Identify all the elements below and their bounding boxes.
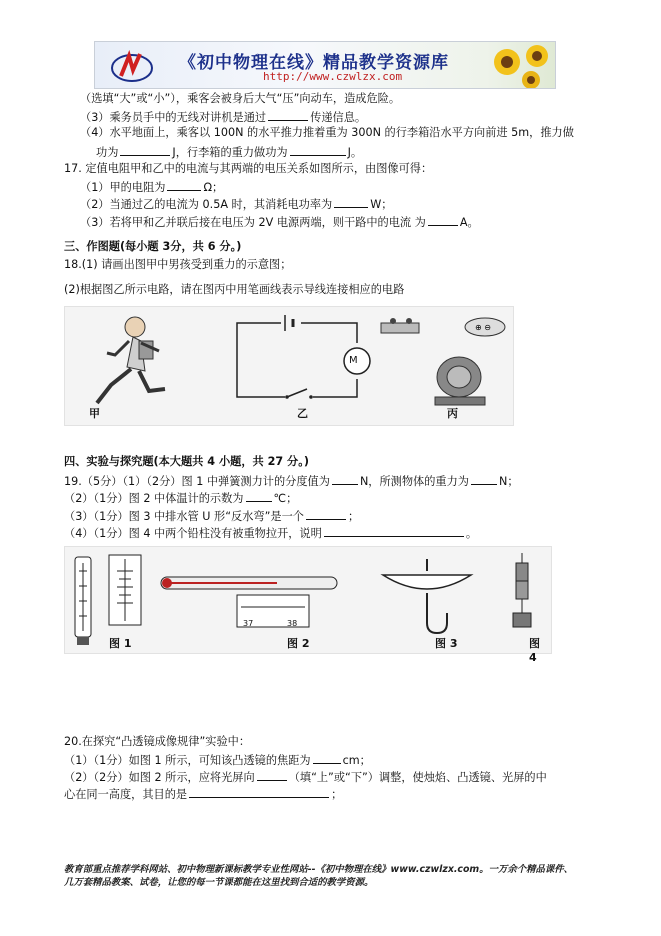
answer-blank[interactable]	[428, 214, 458, 226]
figure-label-3: 图 3	[435, 637, 458, 650]
answer-blank[interactable]	[313, 752, 341, 764]
q18-figures	[64, 306, 514, 426]
q20-text: 心在同一高度，其目的是	[64, 788, 188, 801]
q17-text: （2）当通过乙的电流为 0.5A 时，其消耗电功率为	[80, 198, 333, 211]
site-logo-icon	[107, 46, 157, 84]
q20-text: cm；	[342, 754, 371, 767]
q16-line2	[80, 109, 366, 125]
answer-blank[interactable]	[257, 769, 287, 781]
q19-part4	[64, 525, 477, 541]
header-banner	[94, 41, 556, 89]
q17-text: （1）甲的电阻为	[80, 181, 166, 194]
q16-line4	[96, 144, 362, 160]
running-boy-figure	[75, 311, 185, 411]
figure-label-2: 图 2	[287, 637, 310, 650]
sink-figure	[377, 553, 477, 643]
q17-part3	[80, 214, 479, 230]
answer-blank[interactable]	[471, 473, 497, 485]
thermo-tick-38: 38	[287, 619, 298, 628]
spring-scale-figure	[69, 551, 99, 647]
banner-title: 《初中物理在线》精品教学资源库	[179, 53, 449, 73]
figure-label-bing: 丙	[447, 407, 458, 420]
q17-text: W；	[370, 198, 393, 211]
components-figure	[373, 313, 513, 413]
q19-text: N，所测物体的重力为	[359, 475, 469, 488]
footer-line1: 教育部重点推荐学科网站、初中物理新课标教学专业性网站--《初中物理在线》www.czwlzx.com。一万余个精品课件、	[64, 864, 573, 875]
answer-blank[interactable]	[189, 786, 329, 798]
q20-text: （2）（2分）如图 2 所示，应将光屏向	[64, 771, 255, 784]
q18-part1: 18.(1) 请画出图甲中男孩受到重力的示意图；	[64, 258, 292, 271]
q17-text: Ω；	[203, 181, 224, 194]
q16-text: 传递信息。	[310, 111, 367, 124]
section3-heading: 三、作图题(每小题 3分，共 6 分。)	[64, 240, 242, 253]
q19-text: 19.（5分）（1）（2分）图 1 中弹簧测力计的分度值为	[64, 475, 330, 488]
q20-text: ；	[331, 788, 343, 801]
q16-text: J，行李箱的重力做功为	[172, 146, 288, 159]
answer-blank[interactable]	[120, 144, 170, 156]
section4-heading: 四、实验与探究题(本大题共 4 小题，共 27 分。)	[64, 455, 309, 468]
motor-label: M	[349, 355, 358, 366]
q19-figures	[64, 546, 552, 664]
figure-label-1: 图 1	[109, 637, 132, 650]
figure-label-4: 图 4	[529, 637, 540, 664]
q17-stem: 17. 定值电阻甲和乙中的电流与其两端的电压关系如图所示，由图像可得：	[64, 162, 433, 175]
scale-closeup-figure	[105, 551, 145, 631]
figure-label-jia: 甲	[89, 407, 100, 420]
answer-blank[interactable]	[306, 508, 346, 520]
q20-text: （1）（1分）如图 1 所示，可知该凸透镜的焦距为	[64, 754, 311, 767]
q16-line1: （选填“大”或“小”），乘客会被身后大气“压”向动车，造成危险。	[80, 92, 401, 105]
footer-line2: 几万套精品教案、试卷，让您的每一节课都能在这里找到合适的教学资源。	[64, 877, 374, 888]
q20-part3	[64, 786, 342, 802]
q19-text: （4）（1分）图 4 中两个铅柱没有被重物拉开，说明	[64, 527, 322, 540]
q19-part2	[64, 490, 297, 506]
q17-text: A。	[459, 216, 479, 229]
q20-text: （填“上”或“下”）调整，使烛焰、凸透镜、光屏的中	[288, 771, 547, 784]
answer-blank[interactable]	[167, 179, 201, 191]
lead-cylinders-figure	[507, 553, 537, 639]
q20-stem: 20.在探究“凸透镜成像规律”实验中：	[64, 735, 251, 748]
sunflower-icon	[485, 42, 555, 88]
q19-part1	[64, 473, 519, 489]
q16-text: （3）乘务员手中的无线对讲机是通过	[80, 111, 267, 124]
figure-label-yi: 乙	[297, 407, 308, 420]
answer-blank[interactable]	[290, 144, 346, 156]
q17-text: （3）若将甲和乙并联后接在电压为 2V 电源两端，则干路中的电流 为	[80, 216, 426, 229]
answer-blank[interactable]	[268, 109, 308, 121]
q17-part1	[80, 179, 223, 195]
answer-blank[interactable]	[332, 473, 358, 485]
thermo-tick-37: 37	[243, 619, 254, 628]
q20-part1	[64, 752, 371, 768]
answer-blank[interactable]	[246, 490, 272, 502]
q20-part2	[64, 769, 547, 785]
q18-part2: (2)根据图乙所示电路，请在图丙中用笔画线表示导线连接相应的电路	[64, 283, 405, 296]
q19-text: N；	[499, 475, 519, 488]
q16-line3: （4）水平地面上，乘客以 100N 的水平推力推着重为 300N 的行李箱沿水平方向前进 5m，推力做	[80, 126, 574, 139]
answer-blank[interactable]	[334, 196, 368, 208]
q16-text: 功为	[96, 146, 119, 159]
q19-text: 。	[465, 527, 478, 540]
q16-text: J。	[347, 146, 363, 159]
banner-url[interactable]: http://www.czwlzx.com	[263, 70, 403, 83]
q19-text: ；	[347, 510, 360, 523]
page-footer	[64, 863, 604, 889]
q19-text: （2）（1分）图 2 中体温计的示数为	[64, 492, 244, 505]
q17-part2	[80, 196, 393, 212]
svg-text:⊕ ⊖: ⊕ ⊖	[475, 323, 491, 332]
q19-text: （3）（1分）图 3 中排水管 U 形“反水弯”是一个	[64, 510, 304, 523]
q19-text: ℃；	[273, 492, 298, 505]
q19-part3	[64, 508, 359, 524]
answer-blank[interactable]	[324, 525, 464, 537]
